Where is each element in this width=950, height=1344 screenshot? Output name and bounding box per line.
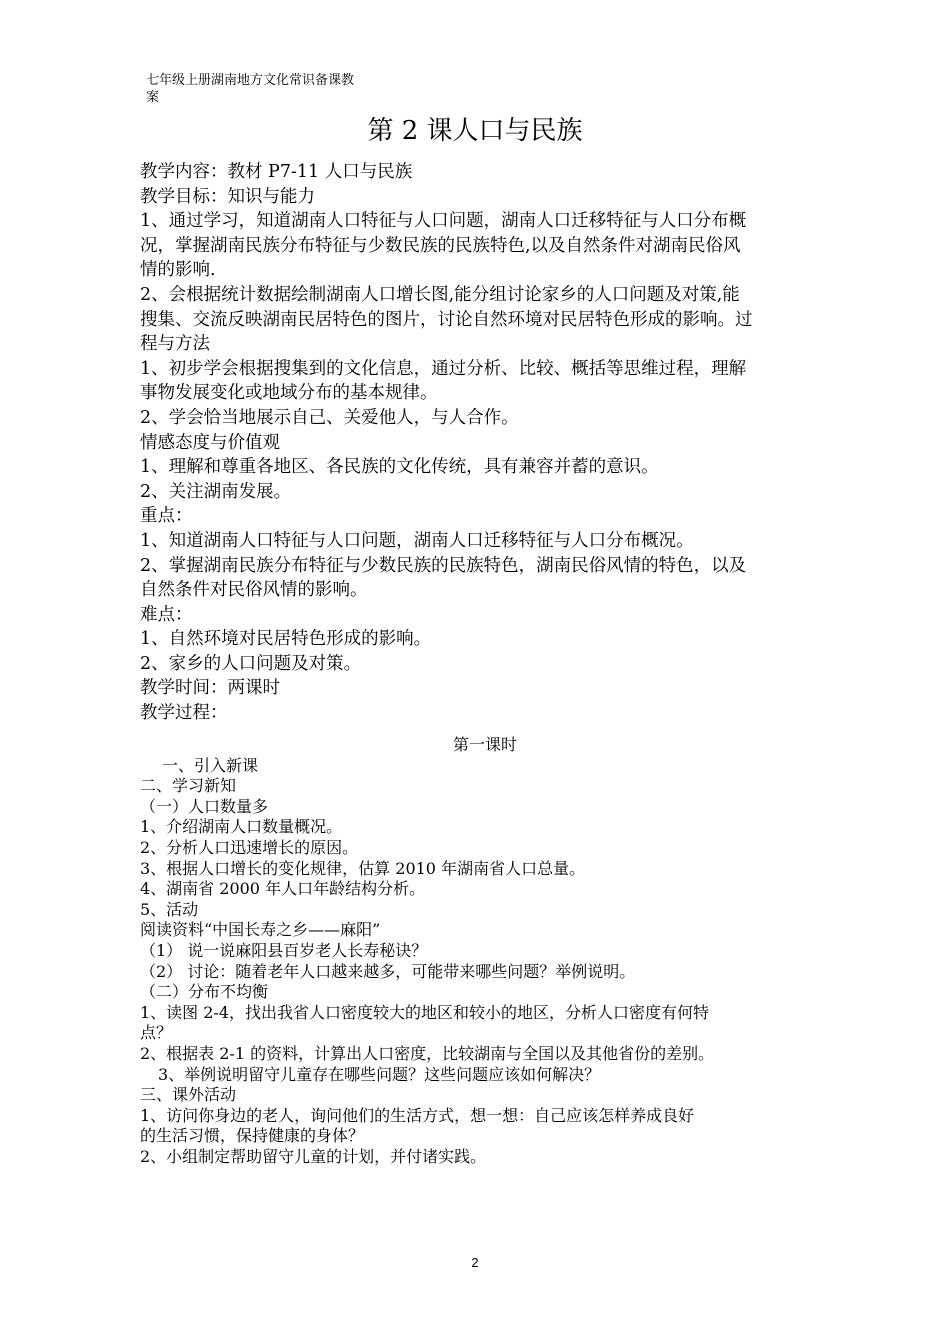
text-line: 难点： xyxy=(140,604,193,625)
text-line: 教学时间：两课时 xyxy=(140,678,280,699)
text-line: 阅读资料“中国长寿之乡——麻阳” xyxy=(140,920,381,940)
text-line: 1、读图 2-4，找出我省人口密度较大的地区和较小的地区，分析人口密度有何特 xyxy=(140,1002,710,1022)
text-line: 5、活动 xyxy=(140,899,199,919)
header-line: 七年级上册湖南地方文化常识备课教 xyxy=(146,73,355,88)
text-line: 1、知道湖南人口特征与人口问题，湖南人口迁移特征与人口分布概况。 xyxy=(140,530,694,551)
text-line: 2、分析人口迅速增长的原因。 xyxy=(140,837,359,857)
text-line: 重点： xyxy=(140,506,193,527)
text-line: 1、介绍湖南人口数量概况。 xyxy=(140,817,343,837)
text-line: 点？ xyxy=(140,1023,173,1043)
text-line: 况，掌握湖南民族分布特征与少数民族的民族特色,以及自然条件对湖南民俗风 xyxy=(140,235,741,256)
text-line: 的生活习惯，保持健康的身体？ xyxy=(140,1126,365,1146)
text-line: （2） 讨论：随着老年人口越来越多，可能带来哪些问题？举例说明。 xyxy=(140,961,636,981)
page-number: 2 xyxy=(471,1255,479,1270)
text-line: 搜集、交流反映湖南民居特色的图片，讨论自然环境对民居特色形成的影响。过 xyxy=(140,309,753,330)
text-line: 教学过程： xyxy=(140,703,228,724)
text-line: 自然条件对民俗风情的影响。 xyxy=(140,580,368,601)
text-line: 2、会根据统计数据绘制湖南人口增长图,能分组讨论家乡的人口问题及对策,能 xyxy=(140,284,740,305)
text-line: （一）人口数量多 xyxy=(140,796,269,816)
header-line: 案 xyxy=(146,90,160,105)
text-line: 1、访问你身边的老人，询问他们的生活方式，想一想：自己应该怎样养成良好 xyxy=(140,1105,695,1125)
text-line: （1） 说一说麻阳县百岁老人长寿秘诀？ xyxy=(140,940,428,960)
text-line: 1、自然环境对民居特色形成的影响。 xyxy=(140,629,432,650)
text-line: 2、家乡的人口问题及对策。 xyxy=(140,653,362,674)
text-line: 3、根据人口增长的变化规律，估算 2010 年湖南省人口总量。 xyxy=(140,858,586,878)
text-line: 三、课外活动 xyxy=(140,1085,237,1105)
text-line: 3、举例说明留守儿童存在哪些问题？这些问题应该如何解决？ xyxy=(158,1064,601,1084)
text-line: 1、初步学会根据搜集到的文化信息，通过分析、比较、概括等思维过程，理解 xyxy=(140,358,747,379)
text-line: 事物发展变化或地域分布的基本规律。 xyxy=(140,383,438,404)
text-line: 2、关注湖南发展。 xyxy=(140,481,292,502)
text-line: 2、小组制定帮助留守儿童的计划，并付诸实践。 xyxy=(140,1146,487,1166)
text-line: 情的影响. xyxy=(140,260,216,281)
text-line: 二、学习新知 xyxy=(140,776,237,796)
text-line: 2、掌握湖南民族分布特征与少数民族的民族特色，湖南民俗风情的特色，以及 xyxy=(140,555,747,576)
page-title: 第 2 课人口与民族 xyxy=(367,116,583,146)
text-line: 教学目标：知识与能力 xyxy=(140,186,315,207)
text-line: 一、引入新课 xyxy=(162,755,259,775)
text-line: 情感态度与价值观 xyxy=(140,432,280,453)
text-line: 2、根据表 2-1 的资料，计算出人口密度，比较湖南与全国以及其他省份的差别。 xyxy=(140,1043,715,1063)
text-line: 1、通过学习，知道湖南人口特征与人口问题，湖南人口迁移特征与人口分布概 xyxy=(140,211,747,232)
text-line: 2、学会恰当地展示自己、关爱他人，与人合作。 xyxy=(140,407,519,428)
text-line: 教学内容：教材 P7-11 人口与民族 xyxy=(140,162,413,182)
text-line: （二）分布不均衡 xyxy=(140,982,269,1002)
text-line: 程与方法 xyxy=(140,334,210,355)
running-header xyxy=(146,72,406,106)
lesson-plan-body xyxy=(140,160,830,726)
text-line: 4、湖南省 2000 年人口年龄结构分析。 xyxy=(140,879,426,899)
text-line: 1、理解和尊重各地区、各民族的文化传统，具有兼容并蓄的意识。 xyxy=(140,457,659,478)
lesson-heading: 第一课时 xyxy=(452,735,517,754)
lesson-process xyxy=(140,735,830,1167)
